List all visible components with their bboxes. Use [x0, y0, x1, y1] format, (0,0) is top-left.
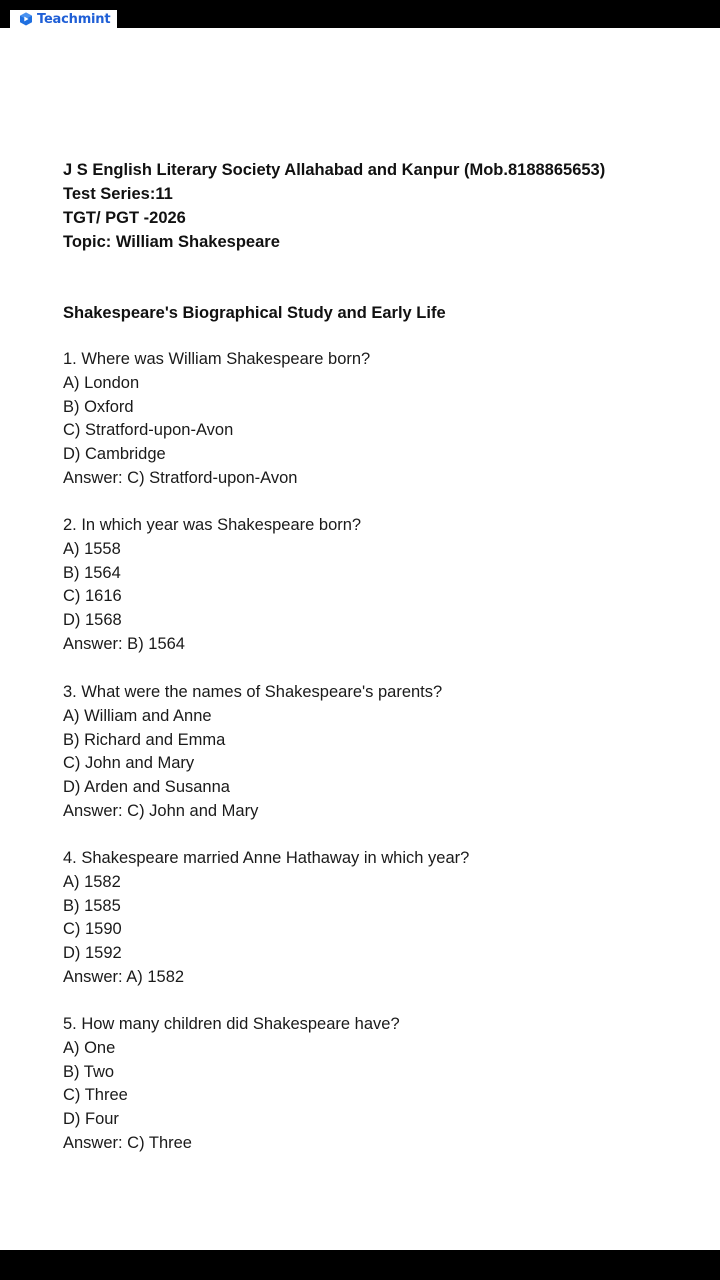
option-a: A) London: [63, 373, 140, 392]
question-text: 4. Shakespeare married Anne Hathaway in which year?: [63, 849, 470, 867]
option-d: D) Cambridge: [63, 445, 166, 464]
option-a: A) 1582: [63, 872, 121, 891]
topic-line: Topic: William Shakespeare: [63, 233, 280, 251]
option-d: D) 1592: [63, 944, 122, 963]
society-title: J S English Literary Society Allahabad and Kanpur (Mob.8188865653): [63, 161, 606, 179]
question-block: [63, 847, 683, 990]
option-a: A) One: [63, 1038, 116, 1057]
option-b: B) 1585: [63, 896, 121, 915]
brand-name: Teachmint: [37, 11, 111, 27]
option-a: A) 1558: [63, 539, 121, 558]
option-b: B) Oxford: [63, 397, 134, 416]
option-b: B) Two: [63, 1062, 115, 1081]
answer-text: Answer: B) 1564: [63, 634, 185, 653]
answer-text: Answer: C) Three: [63, 1133, 192, 1152]
test-series: Test Series:11: [63, 185, 173, 203]
exam-name: TGT/ PGT -2026: [63, 209, 186, 227]
question-block: [63, 681, 683, 824]
option-c: C) 1590: [63, 920, 122, 939]
bottom-bar: [0, 1250, 720, 1280]
option-b: B) 1564: [63, 563, 121, 582]
option-d: D) Four: [63, 1110, 119, 1129]
option-c: C) John and Mary: [63, 754, 195, 773]
question-block: [63, 1013, 683, 1156]
teachmint-logo-icon: [19, 12, 33, 26]
question-text: 5. How many children did Shakespeare have?: [63, 1015, 400, 1033]
question-block: [63, 348, 683, 491]
question-text: 3. What were the names of Shakespeare's parents?: [63, 683, 443, 701]
option-c: C) 1616: [63, 587, 122, 606]
option-a: A) William and Anne: [63, 706, 212, 725]
question-text: 2. In which year was Shakespeare born?: [63, 516, 362, 534]
option-d: D) Arden and Susanna: [63, 778, 230, 797]
answer-text: Answer: C) Stratford-upon-Avon: [63, 468, 298, 487]
question-block: [63, 514, 683, 657]
option-c: C) Three: [63, 1086, 128, 1105]
option-b: B) Richard and Emma: [63, 730, 226, 749]
brand-watermark: [10, 10, 117, 28]
question-text: 1. Where was William Shakespeare born?: [63, 350, 371, 368]
answer-text: Answer: A) 1582: [63, 967, 185, 986]
option-c: C) Stratford-upon-Avon: [63, 421, 234, 440]
section-title: Shakespeare's Biographical Study and Early Life: [63, 304, 446, 322]
option-d: D) 1568: [63, 611, 122, 630]
answer-text: Answer: C) John and Mary: [63, 801, 259, 820]
